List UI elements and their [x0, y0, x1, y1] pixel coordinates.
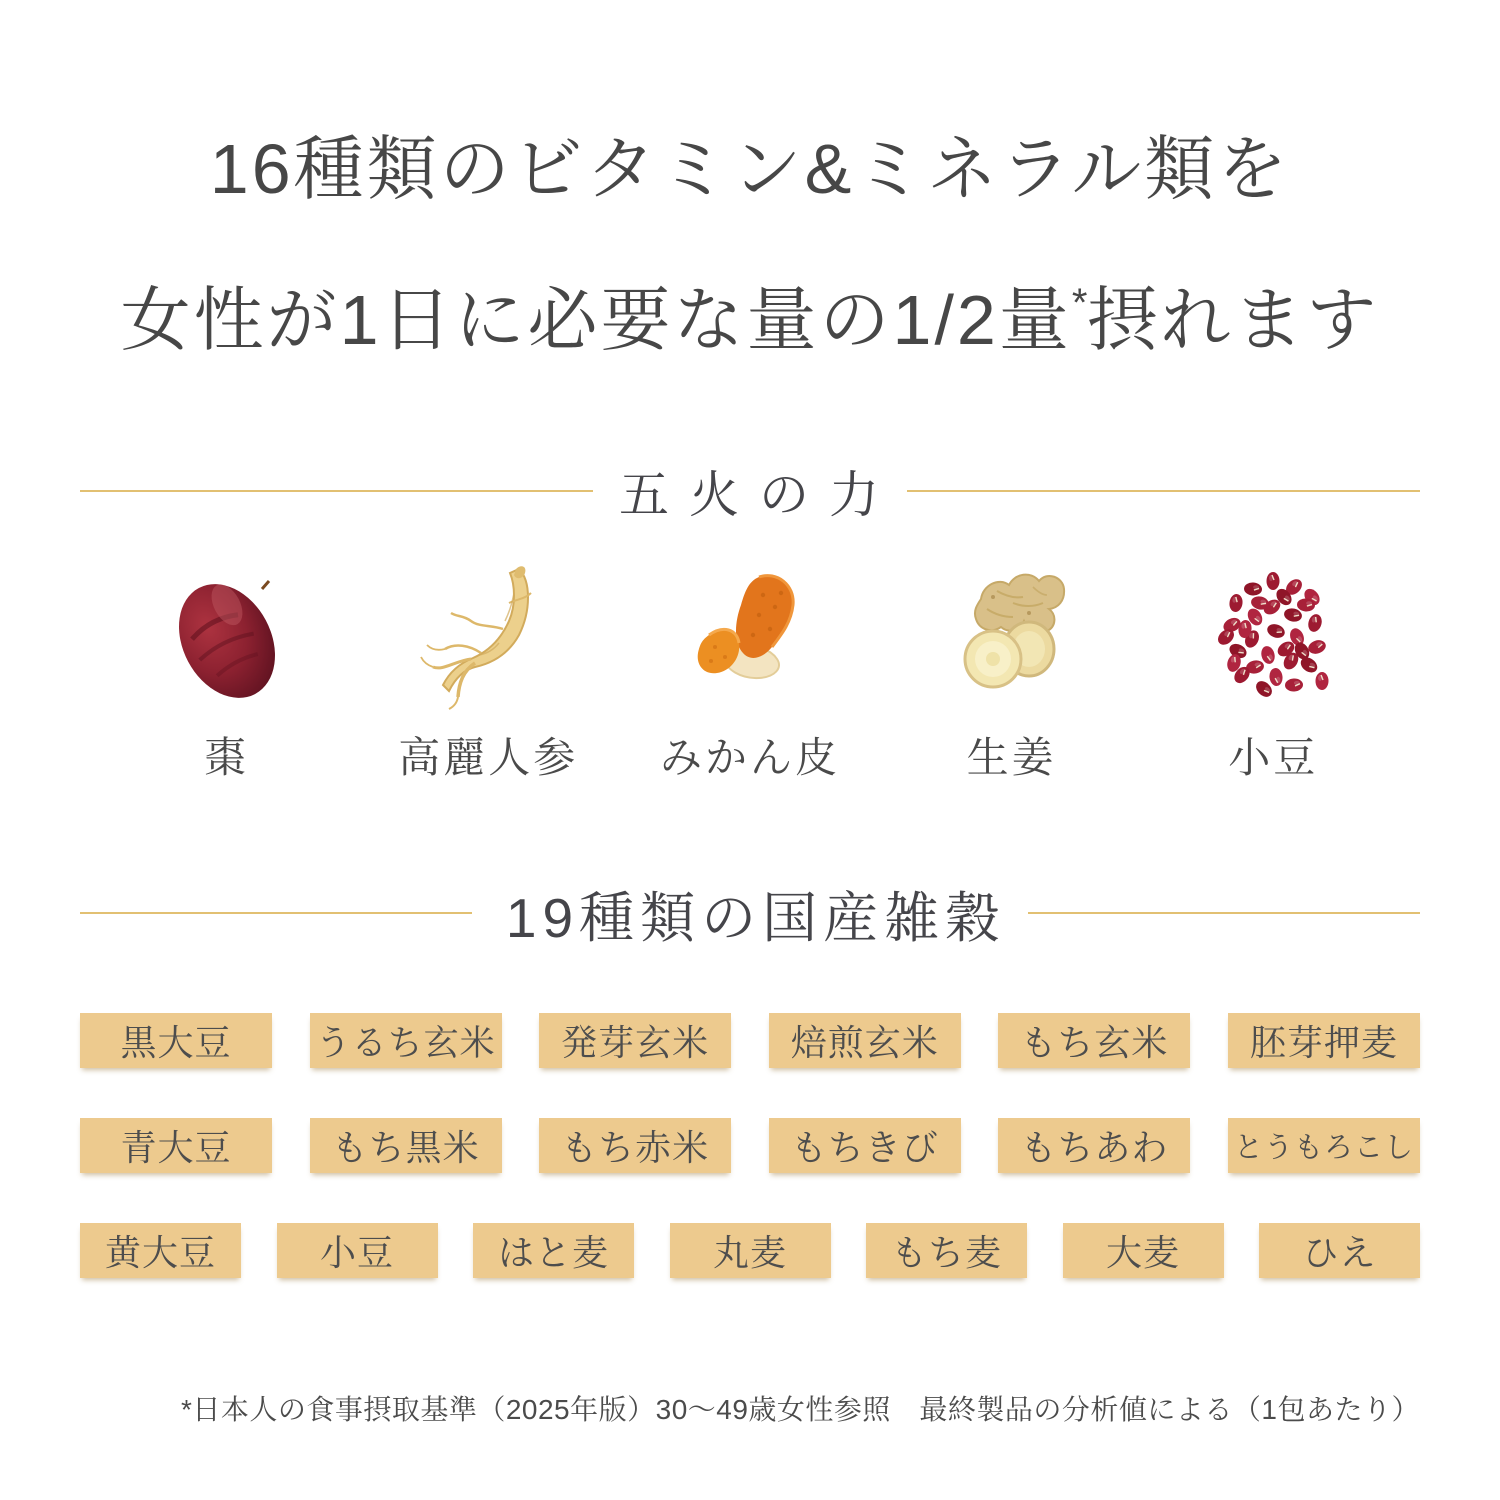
divider-line-right — [907, 490, 1420, 492]
divider-line-right — [1028, 912, 1420, 914]
grain-label: うるち玄米 — [315, 1023, 496, 1063]
grain-label: 大麦 — [1105, 1232, 1180, 1273]
grain-label: 丸麦 — [712, 1232, 787, 1273]
grain-box — [80, 1013, 272, 1068]
grain-box — [1228, 1118, 1420, 1173]
grain-box — [1228, 1013, 1420, 1068]
grain-grid — [80, 1013, 1420, 1328]
section-five-fire-divider — [80, 456, 1420, 526]
grain-box — [1259, 1223, 1420, 1278]
grain-row-3 — [80, 1223, 1420, 1278]
grain-label: 青大豆 — [120, 1127, 232, 1168]
grain-label: はと麦 — [497, 1232, 609, 1273]
grain-box — [769, 1118, 961, 1173]
grain-box — [670, 1223, 831, 1278]
grain-row-2 — [80, 1118, 1420, 1173]
grain-label: 黄大豆 — [104, 1232, 216, 1273]
ingredient-row — [80, 563, 1420, 785]
grain-label: もち赤米 — [561, 1127, 710, 1168]
grain-box — [866, 1223, 1027, 1278]
ingredient-label: 生姜 — [966, 734, 1057, 781]
ginseng-image — [413, 563, 563, 713]
grain-label: 発芽玄米 — [561, 1022, 710, 1063]
section-grains-title: 19種類の国産雑穀 — [505, 886, 1007, 949]
grain-box — [310, 1118, 502, 1173]
ingredient-label: 小豆 — [1228, 734, 1319, 781]
mandarin-peel-image — [675, 563, 825, 713]
azuki-beans-image — [1198, 563, 1348, 713]
section-grains-divider — [80, 878, 1420, 948]
grain-box — [539, 1118, 731, 1173]
grain-box — [998, 1013, 1190, 1068]
grain-box — [277, 1223, 438, 1278]
grain-box — [80, 1223, 241, 1278]
grain-label: もちきび — [790, 1127, 939, 1168]
grain-box — [310, 1013, 502, 1068]
ingredient-azuki — [1158, 563, 1388, 785]
ingredient-label: 高麗人参 — [398, 734, 579, 781]
heading-asterisk: * — [1071, 281, 1088, 325]
heading-line-1: 16種類のビタミン&ミネラル類を — [209, 130, 1291, 208]
section-five-fire-title: 五火の力 — [619, 467, 899, 523]
grain-box — [769, 1013, 961, 1068]
grain-label: もち麦 — [890, 1232, 1002, 1273]
grain-row-1 — [80, 1013, 1420, 1068]
grain-label: もち黒米 — [331, 1127, 480, 1168]
divider-line-left — [80, 912, 472, 914]
ingredient-jujube — [112, 563, 342, 785]
ginger-image — [937, 563, 1087, 713]
heading-line-2-tail: 摂れます — [1087, 281, 1380, 359]
ingredient-mandarin-peel — [635, 563, 865, 785]
grain-box — [473, 1223, 634, 1278]
grain-label: もちあわ — [1020, 1127, 1169, 1168]
ingredient-label: みかん皮 — [659, 734, 840, 781]
grain-label: 黒大豆 — [120, 1022, 232, 1063]
divider-line-left — [80, 490, 593, 492]
grain-label: 焙煎玄米 — [790, 1022, 939, 1063]
heading-line-2-text: 女性が1日に必要な量の1/2量 — [120, 281, 1072, 359]
ingredient-ginger — [897, 563, 1127, 785]
grain-box — [539, 1013, 731, 1068]
grain-label: とうもろこし — [1233, 1132, 1414, 1164]
ingredient-label: 棗 — [204, 734, 250, 781]
heading-line-2 — [0, 236, 1500, 387]
grain-box — [1063, 1223, 1224, 1278]
grain-label: もち玄米 — [1020, 1022, 1169, 1063]
grain-label: 胚芽押麦 — [1249, 1022, 1398, 1063]
grain-box — [998, 1118, 1190, 1173]
ingredient-ginseng — [373, 563, 603, 785]
grain-label: 小豆 — [319, 1232, 394, 1273]
grain-label: ひえ — [1302, 1232, 1377, 1273]
jujube-image — [152, 563, 302, 713]
footnote: *日本人の食事摂取基準（2025年版）30〜49歳女性参照 最終製品の分析値による（1包あたり） — [180, 1394, 1420, 1425]
main-heading — [0, 102, 1500, 387]
grain-box — [80, 1118, 272, 1173]
